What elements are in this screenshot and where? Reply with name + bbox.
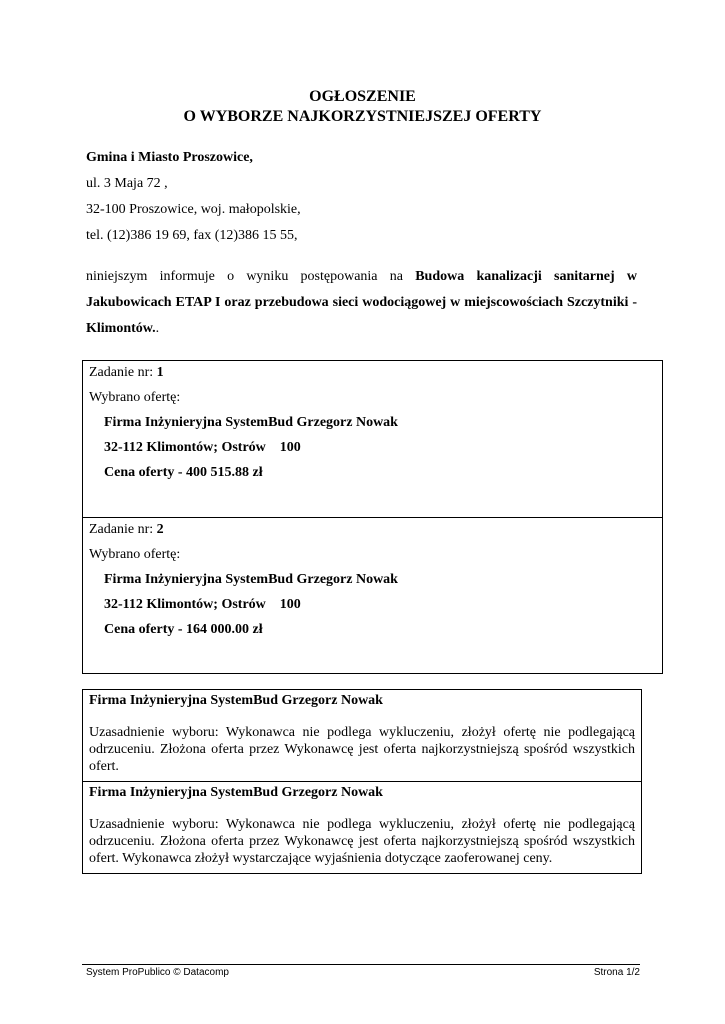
task-label: Zadanie nr: — [89, 522, 157, 537]
page-footer — [86, 967, 640, 978]
task-number: 2 — [156, 522, 164, 537]
task-row — [83, 361, 662, 517]
contracting-authority — [86, 150, 301, 254]
footer-copyright: System ProPublico © Datacomp — [86, 967, 229, 978]
authority-street: ul. 3 Maja 72 , — [86, 176, 168, 191]
selected-company-address: 32-112 Klimontów; Ostrów 100 — [104, 440, 301, 455]
intro-prefix: niniejszym informuje o wyniku postępowania na — [86, 269, 416, 284]
selected-offer-label: Wybrano ofertę: — [89, 390, 181, 405]
footer-divider — [82, 964, 640, 965]
title-line-2: O WYBORZE NAJKORZYSTNIEJSZEJ OFERTY — [183, 108, 542, 125]
page-number: Strona 1/2 — [593, 967, 640, 978]
justification-row — [83, 781, 641, 873]
task-header — [89, 364, 656, 389]
justifications-table — [82, 689, 642, 874]
justification-company: Firma Inżynieryjna SystemBud Grzegorz Nowak — [89, 785, 383, 800]
authority-contact: tel. (12)386 19 69, fax (12)386 15 55, — [86, 228, 298, 243]
document-title — [0, 87, 725, 127]
task-label: Zadanie nr: — [89, 365, 157, 380]
justification-company: Firma Inżynieryjna SystemBud Grzegorz Nowak — [89, 693, 383, 708]
selected-offer-label: Wybrano ofertę: — [89, 547, 181, 562]
tasks-table — [82, 360, 663, 674]
title-line-1: OGŁOSZENIE — [309, 88, 416, 105]
justification-row — [83, 690, 641, 781]
procurement-subject: Budowa kanalizacji sanitarnej w Jakubowicach ETAP I oraz przebudowa sieci wodociągowej w miejscowościach Szczytniki - Klimontów. — [86, 269, 638, 336]
authority-city: 32-100 Proszowice, woj. małopolskie, — [86, 202, 301, 217]
selected-company: Firma Inżynieryjna SystemBud Grzegorz Nowak — [104, 572, 398, 587]
task-row — [83, 517, 662, 673]
intro-suffix: . — [155, 321, 160, 336]
offer-price: Cena oferty - 164 000.00 zł — [104, 622, 263, 637]
offer-price: Cena oferty - 400 515.88 zł — [104, 465, 263, 480]
task-header — [89, 521, 656, 546]
justification-text: Uzasadnienie wyboru: Wykonawca nie podlega wykluczeniu, złożył ofertę nie podlegającą odrzuceniu. Złożona oferta przez Wykonawcę jest oferta najkorzystniejszą spośród wszystkich ofert. — [89, 725, 635, 774]
task-number: 1 — [156, 365, 164, 380]
selected-company-address: 32-112 Klimontów; Ostrów 100 — [104, 597, 301, 612]
selected-company: Firma Inżynieryjna SystemBud Grzegorz Nowak — [104, 415, 398, 430]
authority-name: Gmina i Miasto Proszowice, — [86, 150, 253, 165]
intro-paragraph — [86, 264, 637, 342]
justification-text: Uzasadnienie wyboru: Wykonawca nie podlega wykluczeniu, złożył ofertę nie podlegającą odrzuceniu. Złożona oferta przez Wykonawcę jest oferta najkorzystniejszą spośród wszystkich ofert. Wykonawca złożył wystarczające wyjaśnienia dotyczące zaoferowanej ceny. — [89, 817, 635, 866]
